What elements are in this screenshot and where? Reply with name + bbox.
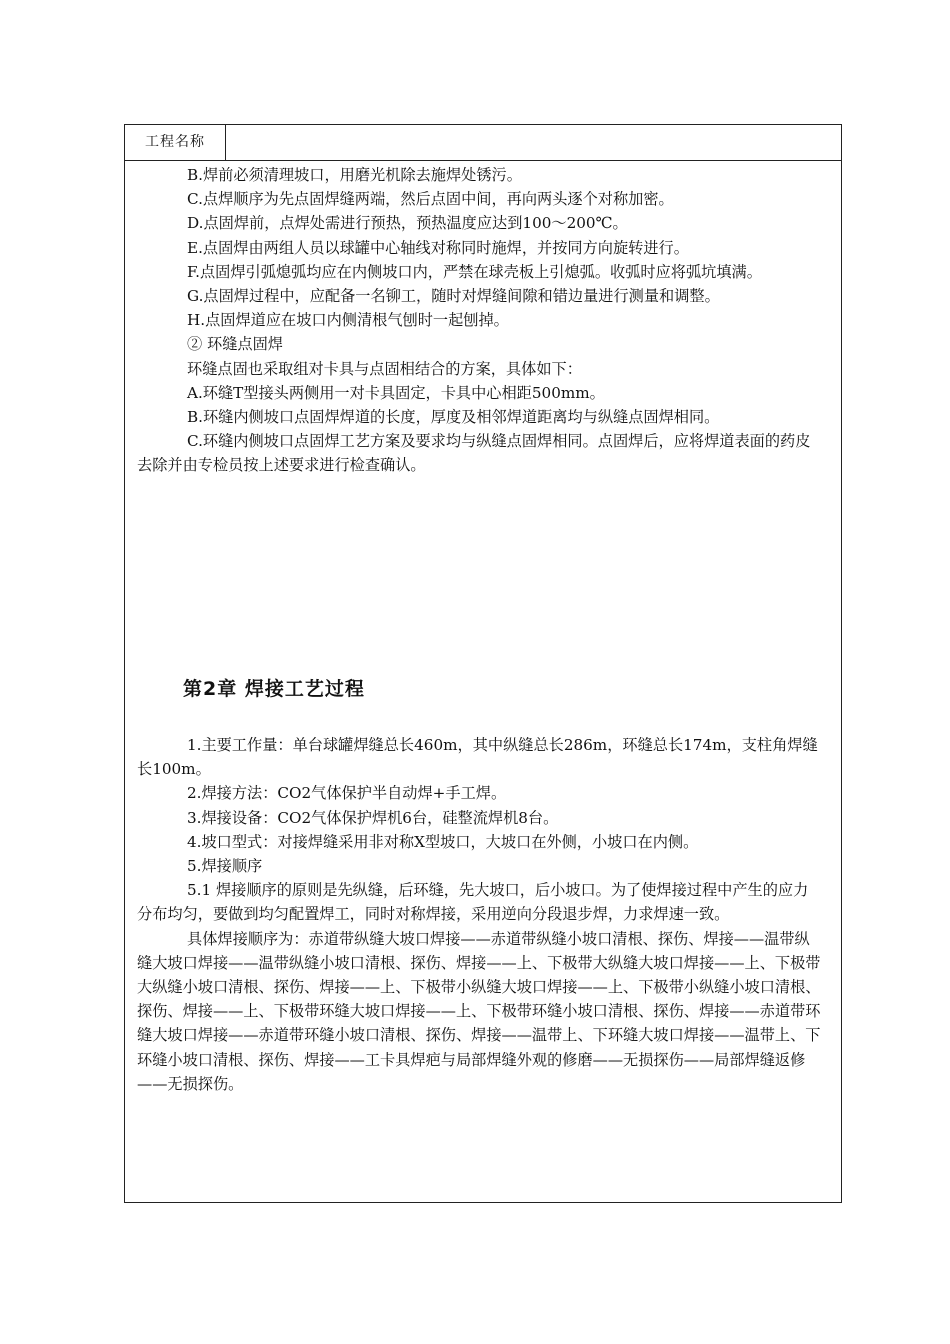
paragraph: 5.1 焊接顺序的原则是先纵缝，后环缝，先大坡口，后小坡口。为了使焊接过程中产生的应力分布均匀，要做到均匀配置焊工，同时对称焊接，采用逆向分段退步焊，力求焊速一致。 bbox=[137, 881, 809, 924]
paragraph: 2.焊接方法：CO2气体保护半自动焊+手工焊。 bbox=[187, 784, 507, 803]
project-name-label: 工程名称 bbox=[125, 125, 226, 160]
document-table bbox=[124, 124, 842, 1203]
paragraph: C.环缝内侧坡口点固焊工艺方案及要求均与纵缝点固焊相同。点固焊后，应将焊道表面的药皮去除并由专检员按上述要求进行检查确认。 bbox=[137, 432, 811, 475]
project-name-value bbox=[226, 125, 841, 160]
section-spot-welding bbox=[137, 163, 822, 478]
section-welding-process bbox=[137, 733, 822, 1096]
paragraph: 4.坡口型式：对接焊缝采用非对称X型坡口，大坡口在外侧，小坡口在内侧。 bbox=[187, 832, 699, 851]
paragraph: B.环缝内侧坡口点固焊焊道的长度，厚度及相邻焊道距离均与纵缝点固焊相同。 bbox=[187, 408, 720, 427]
subheading: ② 环缝点固焊 bbox=[187, 335, 283, 354]
paragraph: G.点固焊过程中，应配备一名铆工，随时对焊缝间隙和错边量进行测量和调整。 bbox=[187, 287, 720, 306]
paragraph: C.点焊顺序为先点固焊缝两端，然后点固中间，再向两头逐个对称加密。 bbox=[187, 190, 674, 209]
paragraph: B.焊前必须清理坡口，用磨光机除去施焊处锈污。 bbox=[187, 166, 522, 184]
paragraph: 1.主要工作量：单台球罐焊缝总长460m，其中纵缝总长286m，环缝总长174m，支柱角焊缝长100m。 bbox=[137, 736, 818, 779]
header-row bbox=[125, 125, 841, 161]
paragraph: 5.焊接顺序 bbox=[187, 857, 263, 876]
paragraph: E.点固焊由两组人员以球罐中心轴线对称同时施焊，并按同方向旋转进行。 bbox=[187, 238, 689, 257]
chapter-title: 第2章 焊接工艺过程 bbox=[183, 678, 365, 700]
paragraph: 3.焊接设备：CO2气体保护焊机6台，硅整流焊机8台。 bbox=[187, 808, 559, 827]
paragraph: D.点固焊前，点焊处需进行预热，预热温度应达到100～200℃。 bbox=[187, 214, 628, 233]
paragraph: 具体焊接顺序为：赤道带纵缝大坡口焊接——赤道带纵缝小坡口清根、探伤、焊接——温带纵缝大坡口焊接——温带纵缝小坡口清根、探伤、焊接——上、下极带大纵缝大坡口焊接——上、下极带大纵缝小坡口清根、探伤、焊接——上、下极带小纵缝大坡口焊接——上、下极带小纵缝小坡口清根、探伤、焊接——上、下极带环缝大坡口焊接——上、下极带环缝小坡口清根、探伤、焊接——赤道带环缝大坡口焊接——赤道带环缝小坡口清根、探伤、焊接——温带上、下环缝大坡口焊接——温带上、下环缝小坡口清根、探伤、焊接——工卡具焊疤与局部焊缝外观的修磨——无损探伤——局部焊缝返修——无损探伤。 bbox=[137, 929, 821, 1093]
paragraph: A.环缝T型接头两侧用一对卡具固定，卡具中心相距500mm。 bbox=[187, 383, 605, 402]
paragraph: H.点固焊道应在坡口内侧清根气刨时一起刨掉。 bbox=[187, 311, 509, 330]
paragraph: F.点固焊引弧熄弧均应在内侧坡口内，严禁在球壳板上引熄弧。收弧时应将弧坑填满。 bbox=[187, 262, 762, 281]
paragraph: 环缝点固也采取组对卡具与点固相结合的方案，具体如下： bbox=[187, 359, 582, 378]
